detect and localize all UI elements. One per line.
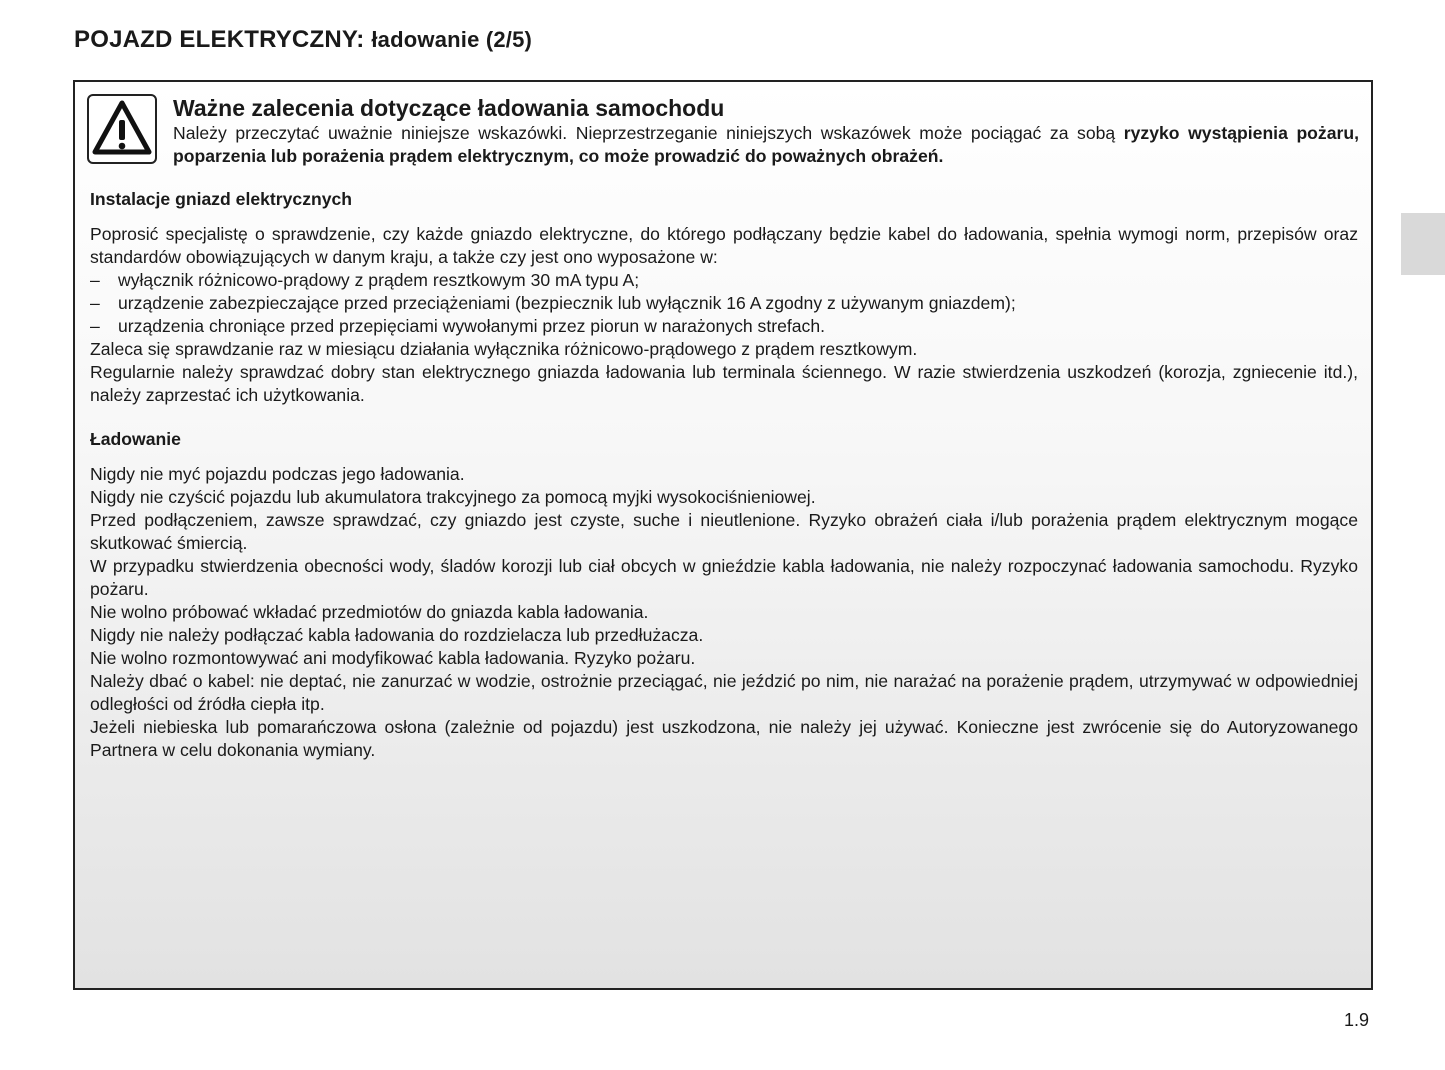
paragraph: Regularnie należy sprawdzać dobry stan elektrycznego gniazda ładowania lub terminala ściennego. W razie stwierdzenia uszkodzeń (korozja, zgniecenie itd.), należy zaprzestać ich użytkowania.	[90, 362, 1358, 405]
paragraph: Zaleca się sprawdzanie raz w miesiącu działania wyłącznika różnicowo-prądowego z prądem resztkowym.	[90, 339, 918, 359]
paragraph: Nigdy nie myć pojazdu podczas jego ładowania.	[90, 464, 465, 484]
page-title	[74, 26, 532, 54]
warning-text-normal: Należy przeczytać uważnie niniejsze wskazówki. Nieprzestrzeganie niniejszych wskazówek może pociągać za sobą	[173, 123, 1124, 143]
list-item-text: urządzenia chroniące przed przepięciami wywołanymi przez piorun w narażonych strefach.	[118, 316, 826, 336]
section-heading: Instalacje gniazd elektrycznych	[90, 189, 353, 209]
content	[90, 188, 1358, 783]
page-title-sub: ładowanie (2/5)	[371, 27, 533, 52]
paragraph: W przypadku stwierdzenia obecności wody, śladów korozji lub ciał obcych w gnieździe kabla ładowania, nie należy rozpoczynać ładowania samochodu. Ryzyko pożaru.	[90, 556, 1358, 599]
list-item	[90, 315, 1358, 338]
warning-text	[173, 122, 1359, 168]
page-title-main: POJAZD ELEKTRYCZNY:	[74, 26, 365, 53]
paragraph: Poprosić specjalistę o sprawdzenie, czy każde gniazdo elektryczne, do którego podłączany będzie kabel do ładowania, spełnia wymogi norm, przepisów oraz standardów obowiązujących w danym kraju, a także czy jest ono wyposażone w:	[90, 224, 1358, 267]
section-heading: Ładowanie	[90, 429, 181, 449]
paragraph: Nie wolno rozmontowywać ani modyfikować kabla ładowania. Ryzyko pożaru.	[90, 648, 696, 668]
paragraph: Jeżeli niebieska lub pomarańczowa osłona (zależnie od pojazdu) jest uszkodzona, nie należy jej używać. Konieczne jest zwrócenie się do Autoryzowanego Partnera w celu dokonania wymiany.	[90, 717, 1358, 760]
warning-title: Ważne zalecenia dotyczące ładowania samochodu	[173, 95, 725, 121]
warning-box	[73, 80, 1373, 990]
paragraph: Przed podłączeniem, zawsze sprawdzać, czy gniazdo jest czyste, suche i nieutlenione. Ryzyko obrażeń ciała i/lub porażenia prądem elektrycznym mogące skutkować śmiercią.	[90, 510, 1358, 553]
paragraph: Nigdy nie czyścić pojazdu lub akumulatora trakcyjnego za pomocą myjki wysokociśnieniowej.	[90, 487, 816, 507]
paragraph: Nie wolno próbować wkładać przedmiotów do gniazda kabla ładowania.	[90, 602, 649, 622]
list-item	[90, 292, 1358, 315]
list-item	[90, 269, 1358, 292]
section-charging	[90, 428, 1358, 762]
warning-text-bold: ryzyko wystąpienia pożaru, poparzenia lub porażenia prądem elektrycznym, co może prowadzić do poważnych obrażeń.	[173, 123, 1359, 166]
chapter-tab-marker	[1401, 213, 1445, 275]
paragraph: Nigdy nie należy podłączać kabla ładowania do rozdzielacza lub przedłużacza.	[90, 625, 704, 645]
warning-triangle-icon	[87, 94, 157, 164]
dash: –	[90, 293, 100, 313]
section-installations	[90, 188, 1358, 407]
page-number: 1.9	[1344, 1010, 1370, 1030]
dash: –	[90, 270, 100, 290]
list-item-text: urządzenie zabezpieczające przed przeciążeniami (bezpiecznik lub wyłącznik 16 A zgodny z używanym gniazdem);	[118, 293, 1016, 313]
dash: –	[90, 316, 100, 336]
paragraph: Należy dbać o kabel: nie deptać, nie zanurzać w wodzie, ostrożnie przeciągać, nie jeździć po nim, nie narażać na porażenie prądem, utrzymywać w odpowiedniej odległości od źródła ciepła itp.	[90, 671, 1358, 714]
list-item-text: wyłącznik różnicowo-prądowy z prądem resztkowym 30 mA typu A;	[118, 270, 640, 290]
